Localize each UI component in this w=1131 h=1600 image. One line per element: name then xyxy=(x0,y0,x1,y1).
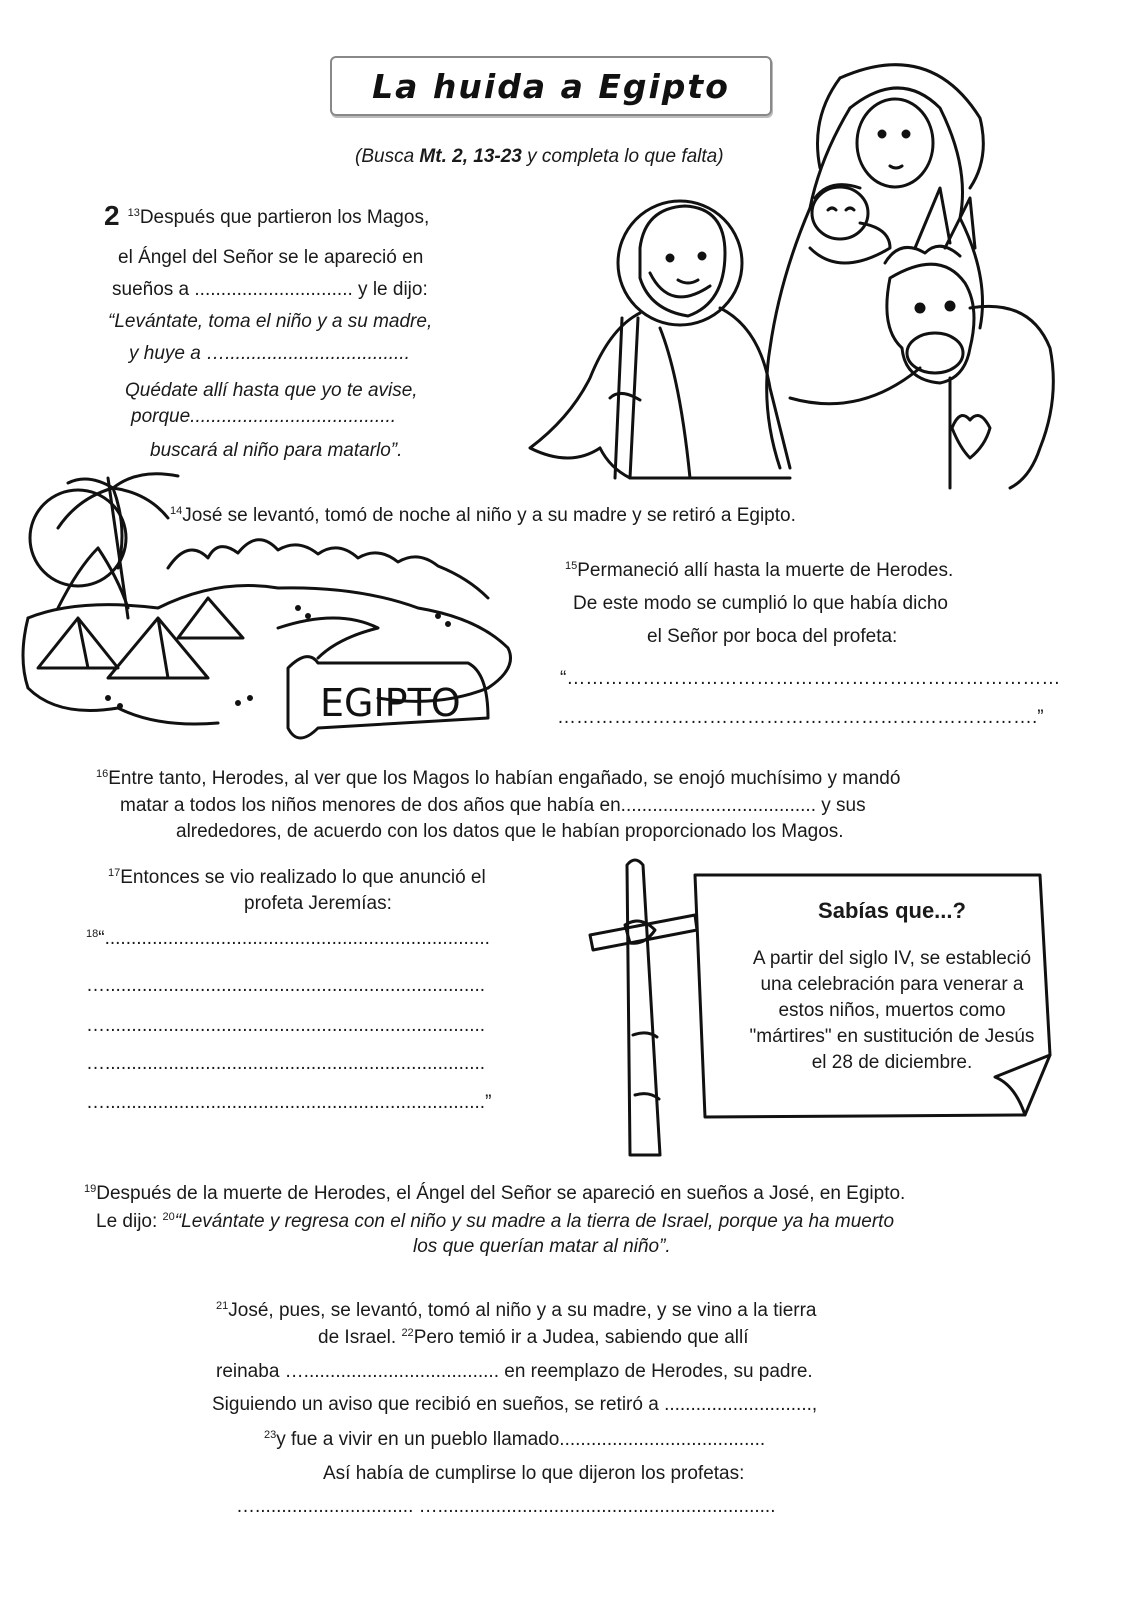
verse16-line1 xyxy=(96,768,900,790)
verse13-line8: buscará al niño para matarlo”. xyxy=(150,440,403,461)
verse13-line3: sueños a .............................. y le dijo: xyxy=(112,279,428,300)
verse21-text-1: José, pues, se levantó, tomó al niño y a su madre, y se vino a la tierra xyxy=(228,1300,817,1321)
verse16-text-1: Entre tanto, Herodes, al ver que los Magos lo habían engañado, se enojó muchísimo y mandó xyxy=(108,768,901,789)
verse13-line1 xyxy=(104,200,430,231)
verse-number-19: 19 xyxy=(84,1183,97,1195)
verse14 xyxy=(170,505,796,527)
verse22-text-1: Pero temió ir a Judea, sabiendo que allí xyxy=(413,1327,749,1348)
verse23-line2: Así había de cumplirse lo que dijeron los profetas: xyxy=(323,1463,745,1484)
verse13-line7: porque....................................... xyxy=(131,406,397,427)
verse18-blank-2: …........................................................................ xyxy=(86,975,486,996)
verse-number-16: 16 xyxy=(96,768,109,780)
verse19-text-2: Le dijo: xyxy=(96,1211,163,1232)
verse-number-13: 13 xyxy=(127,207,140,219)
verse19-line2 xyxy=(96,1211,894,1233)
sabias-note xyxy=(712,876,1072,1138)
verse19-text-1: Después de la muerte de Herodes, el Ángel del Señor se apareció en sueños a José, en Egipto. xyxy=(96,1183,906,1204)
verse13-line4: “Levántate, toma el niño y a su madre, xyxy=(108,311,433,332)
verse18-blank-3: …........................................................................ xyxy=(86,1015,486,1036)
verse15-line3: el Señor por boca del profeta: xyxy=(647,626,898,647)
scripture-reference: Mt. 2, 13-23 xyxy=(419,146,522,167)
verse-number-23: 23 xyxy=(264,1429,277,1441)
verse15-text-1: Permaneció allí hasta la muerte de Herodes. xyxy=(577,560,954,581)
verse18-blank-4: …........................................................................ xyxy=(86,1053,486,1074)
page-title: La huida a Egipto xyxy=(372,66,730,106)
verse13-line2: el Ángel del Señor se le apareció en xyxy=(118,247,424,268)
verse-number-14: 14 xyxy=(170,505,183,517)
verse18-blank-1 xyxy=(86,928,490,950)
instructions-pre: (Busca xyxy=(355,146,420,167)
verse15-line1 xyxy=(565,560,953,582)
verse20-line2: los que querían matar al niño”. xyxy=(413,1236,671,1257)
verse-number-15: 15 xyxy=(565,560,578,572)
instructions-post: y completa lo que falta) xyxy=(521,146,724,167)
verse21-line2 xyxy=(318,1327,749,1349)
verse16-line2: matar a todos los niños menores de dos años que había en..................................... y sus xyxy=(120,795,866,816)
verse16-line3: alrededores, de acuerdo con los datos que le habían proporcionado los Magos. xyxy=(176,821,844,842)
verse18-blank-5: …........................................................................” xyxy=(86,1092,492,1113)
verse22-line3: Siguiendo un aviso que recibió en sueños, se retiró a ............................, xyxy=(212,1394,818,1415)
verse15-line2: De este modo se cumplió lo que había dicho xyxy=(573,593,948,614)
verse15-blank-1: “…………………………………………………………………… xyxy=(560,668,1061,689)
verse13-line6: Quédate allí hasta que yo te avise, xyxy=(125,380,418,401)
verse-number-18: 18 xyxy=(86,928,99,940)
verse13-line5: y huye a …................................... xyxy=(129,343,410,364)
verse19-line1 xyxy=(84,1183,905,1205)
sabias-body: A partir del siglo IV, se estableció una celebración para venerar a estos niños, muertos como "mártires" en sustitución de Jesús el 28 de diciembre. xyxy=(749,948,1035,1073)
verse18-text-1: “......................................................................... xyxy=(98,928,490,949)
verse17-line1 xyxy=(108,867,486,889)
verse23-line1 xyxy=(264,1429,765,1451)
verse23-text-1: y fue a vivir en un pueblo llamado....................................... xyxy=(276,1429,766,1450)
verse15-blank-2: ………………………………………………………………….” xyxy=(557,707,1044,728)
verse21-text-2: de Israel. xyxy=(318,1327,402,1348)
verse21-line1 xyxy=(216,1300,817,1322)
verse-number-22: 22 xyxy=(401,1327,414,1339)
verse-number-17: 17 xyxy=(108,867,121,879)
egipto-sign-text: EGIPTO xyxy=(320,681,461,725)
chapter-number: 2 xyxy=(104,200,120,231)
verse-number-21: 21 xyxy=(216,1300,229,1312)
verse13-text-1: Después que partieron los Magos, xyxy=(139,207,430,228)
holy-family-illustration xyxy=(510,48,1070,498)
verse17-text-1: Entonces se vio realizado lo que anunció el xyxy=(120,867,486,888)
verse22-line2: reinaba …..................................... en reemplazo de Herodes, su padre. xyxy=(216,1361,813,1382)
sabias-title: Sabías que...? xyxy=(818,898,966,923)
verse23-blank: ….............................. …................................................................ xyxy=(236,1496,776,1517)
verse17-line2: profeta Jeremías: xyxy=(244,893,392,914)
verse-number-20: 20 xyxy=(162,1211,175,1223)
verse20-text-1: “Levántate y regresa con el niño y su madre a la tierra de Israel, porque ya ha muerto xyxy=(174,1211,895,1232)
verse14-text: José se levantó, tomó de noche al niño y a su madre y se retiró a Egipto. xyxy=(182,505,796,526)
